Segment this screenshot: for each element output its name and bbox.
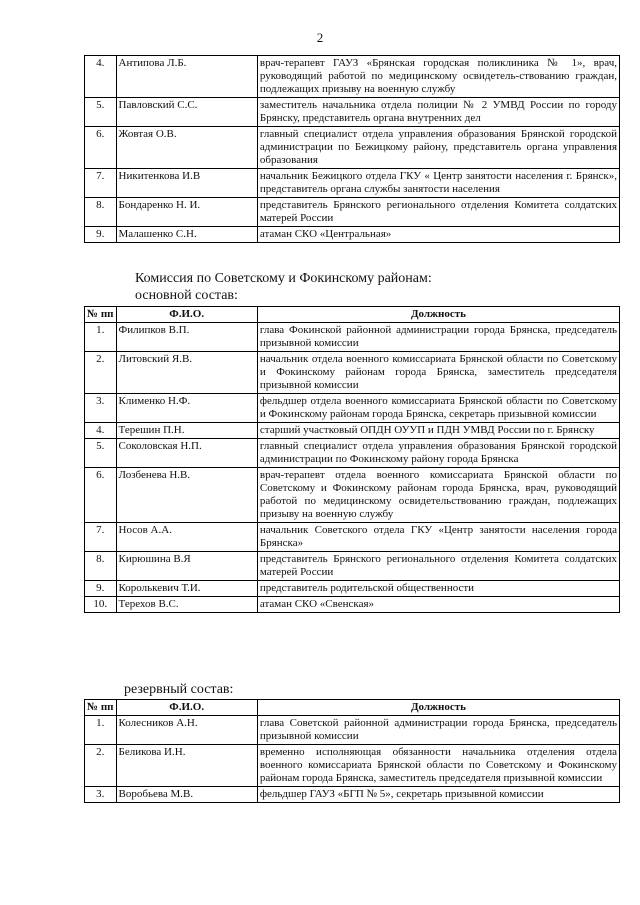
person-position: фельдшер ГАУЗ «БГП № 5», секретарь призывной комиссии bbox=[257, 787, 619, 803]
person-position: старший участковый ОПДН ОУУП и ПДН УМВД России по г. Брянску bbox=[257, 423, 619, 439]
person-position: врач-терапевт ГАУЗ «Брянская городская поликлиника № 1», врач, руководящий работой по медицинскому освидетель-ствованию граждан, подлежащих призыву на военную службу bbox=[257, 56, 619, 98]
header-name: Ф.И.О. bbox=[116, 307, 257, 323]
person-position: врач-терапевт отдела военного комиссариата Брянской области по Советскому и Фокинскому районам города Брянска, врач, руководящий работой по медицинскому освидетельствованию граждан, подлежащих призыву на военную службу bbox=[257, 468, 619, 523]
person-position: временно исполняющая обязанности начальника отделения отдела военного комиссариата Брянской области по Советскому и Фокинскому районам города Брянска, заместитель председателя призывной комиссии bbox=[257, 745, 619, 787]
reserve-composition-table bbox=[84, 699, 620, 803]
table-header-row bbox=[85, 700, 620, 716]
person-name: Филипков В.П. bbox=[116, 323, 257, 352]
person-name: Литовский Я.В. bbox=[116, 352, 257, 394]
row-number: 7. bbox=[85, 169, 117, 198]
person-position: атаман СКО «Центральная» bbox=[257, 227, 619, 243]
row-number: 2. bbox=[85, 745, 117, 787]
person-name: Колесников А.Н. bbox=[116, 716, 257, 745]
reserve-composition-heading: резервный состав: bbox=[124, 682, 234, 697]
person-name: Носов А.А. bbox=[116, 523, 257, 552]
table-row bbox=[85, 552, 620, 581]
person-name: Терехов В.С. bbox=[116, 597, 257, 613]
table-row bbox=[85, 169, 620, 198]
person-position: фельдшер отдела военного комиссариата Брянской области по Советскому и Фокинскому районам города Брянска, секретарь призывной комиссии bbox=[257, 394, 619, 423]
person-position: представитель Брянского регионального отделения Комитета солдатских матерей России bbox=[257, 552, 619, 581]
table-row bbox=[85, 227, 620, 243]
person-name: Малашенко С.Н. bbox=[116, 227, 257, 243]
table-row bbox=[85, 198, 620, 227]
row-number: 2. bbox=[85, 352, 117, 394]
row-number: 8. bbox=[85, 552, 117, 581]
table-row bbox=[85, 468, 620, 523]
row-number: 8. bbox=[85, 198, 117, 227]
person-name: Терешин П.Н. bbox=[116, 423, 257, 439]
header-num: № пп bbox=[85, 307, 117, 323]
person-position: главный специалист отдела управления образования Брянской городской администрации по Бежицкому району, представитель органа управления образования bbox=[257, 127, 619, 169]
table-row bbox=[85, 523, 620, 552]
row-number: 4. bbox=[85, 56, 117, 98]
table-row bbox=[85, 439, 620, 468]
row-number: 6. bbox=[85, 127, 117, 169]
row-number: 9. bbox=[85, 227, 117, 243]
table-header-row bbox=[85, 307, 620, 323]
table-row bbox=[85, 56, 620, 98]
person-name: Кирюшина В.Я bbox=[116, 552, 257, 581]
table-row bbox=[85, 716, 620, 745]
person-name: Королькевич Т.И. bbox=[116, 581, 257, 597]
table-row bbox=[85, 745, 620, 787]
row-number: 10. bbox=[85, 597, 117, 613]
person-name: Жовтая О.В. bbox=[116, 127, 257, 169]
row-number: 1. bbox=[85, 323, 117, 352]
row-number: 9. bbox=[85, 581, 117, 597]
person-position: представитель родительской общественности bbox=[257, 581, 619, 597]
table-row bbox=[85, 394, 620, 423]
person-name: Павловский С.С. bbox=[116, 98, 257, 127]
commission-table-continued bbox=[84, 55, 620, 243]
table-row bbox=[85, 787, 620, 803]
person-position: представитель Брянского регионального отделения Комитета солдатских матерей России bbox=[257, 198, 619, 227]
person-position: атаман СКО «Свенская» bbox=[257, 597, 619, 613]
table-row bbox=[85, 423, 620, 439]
person-name: Антипова Л.Б. bbox=[116, 56, 257, 98]
header-name: Ф.И.О. bbox=[116, 700, 257, 716]
person-position: заместитель начальника отдела полиции № 2 УМВД России по городу Брянску, представитель органа внутренних дел bbox=[257, 98, 619, 127]
person-name: Воробьева М.В. bbox=[116, 787, 257, 803]
row-number: 6. bbox=[85, 468, 117, 523]
person-name: Никитенкова И.В bbox=[116, 169, 257, 198]
table-row bbox=[85, 352, 620, 394]
person-name: Беликова И.Н. bbox=[116, 745, 257, 787]
person-position: глава Советской районной администрации города Брянска, председатель призывной комиссии bbox=[257, 716, 619, 745]
table-row bbox=[85, 323, 620, 352]
table-row bbox=[85, 127, 620, 169]
table-row bbox=[85, 597, 620, 613]
person-position: начальник Советского отдела ГКУ «Центр занятости населения города Брянска» bbox=[257, 523, 619, 552]
table-row bbox=[85, 98, 620, 127]
person-name: Бондаренко Н. И. bbox=[116, 198, 257, 227]
header-num: № пп bbox=[85, 700, 117, 716]
row-number: 7. bbox=[85, 523, 117, 552]
page-number: 2 bbox=[316, 30, 324, 45]
commission-heading: Комиссия по Советскому и Фокинскому районам: bbox=[135, 271, 432, 286]
main-composition-table bbox=[84, 306, 620, 613]
row-number: 5. bbox=[85, 439, 117, 468]
person-position: глава Фокинской районной администрации города Брянска, председатель призывной комиссии bbox=[257, 323, 619, 352]
person-position: начальник Бежицкого отдела ГКУ « Центр занятости населения г. Брянск», представитель органа службы занятости населения bbox=[257, 169, 619, 198]
row-number: 5. bbox=[85, 98, 117, 127]
row-number: 3. bbox=[85, 787, 117, 803]
row-number: 3. bbox=[85, 394, 117, 423]
header-position: Должность bbox=[257, 700, 619, 716]
person-name: Клименко Н.Ф. bbox=[116, 394, 257, 423]
person-position: главный специалист отдела управления образования Брянской городской администрации по Фокинскому району города Брянска bbox=[257, 439, 619, 468]
person-name: Лозбенева Н.В. bbox=[116, 468, 257, 523]
header-position: Должность bbox=[257, 307, 619, 323]
table-row bbox=[85, 581, 620, 597]
row-number: 4. bbox=[85, 423, 117, 439]
main-composition-heading: основной состав: bbox=[135, 288, 238, 303]
person-name: Соколовская Н.П. bbox=[116, 439, 257, 468]
row-number: 1. bbox=[85, 716, 117, 745]
person-position: начальник отдела военного комиссариата Брянской области по Советскому и Фокинскому районам города Брянска, заместитель председателя призывной комиссии bbox=[257, 352, 619, 394]
